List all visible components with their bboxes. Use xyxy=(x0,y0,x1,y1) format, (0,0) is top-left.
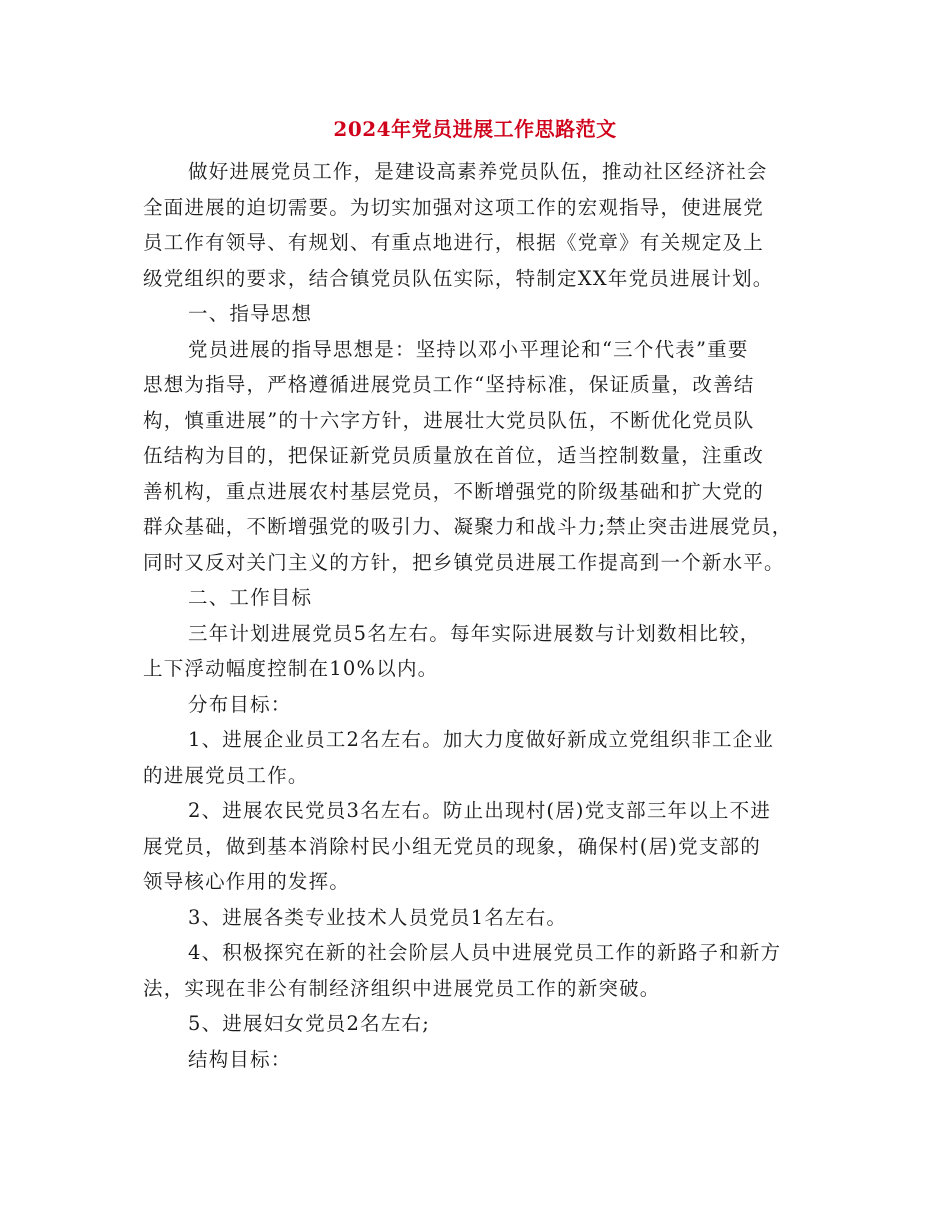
text-line: 4、积极探究在新的社会阶层人员中进展党员工作的新路子和新方 xyxy=(188,941,782,964)
text-line: 法，实现在非公有制经济组织中进展党员工作的新突破。 xyxy=(143,976,661,1000)
document-title: 2024年党员进展工作思路范文 xyxy=(333,117,617,141)
text-line: 2、进展农民党员3名左右。防止出现村(居)党支部三年以上不进 xyxy=(188,799,772,822)
text-line: 领导核心作用的发挥。 xyxy=(143,870,351,893)
text-line: 1、进展企业员工2名左右。加大力度做好新成立党组织非工企业 xyxy=(188,728,775,751)
text-line: 全面进展的迫切需要。为切实加强对这项工作的宏观指导，使进展党 xyxy=(143,195,765,219)
text-line: 员工作有领导、有规划、有重点地进行，根据《党章》有关规定及上 xyxy=(143,231,765,254)
text-line: 分布目标： xyxy=(188,692,292,716)
text-line: 群众基础，不断增强党的吸引力、凝聚力和战斗力;禁止突击进展党员， xyxy=(143,515,793,538)
text-line: 结构目标： xyxy=(188,1047,292,1071)
text-line: 思想为指导，严格遵循进展党员工作“坚持标准，保证质量，改善结 xyxy=(143,373,755,396)
text-line: 5、进展妇女党员2名左右; xyxy=(188,1012,430,1035)
text-line: 同时又反对关门主义的方针，把乡镇党员进展工作提高到一个新水平。 xyxy=(143,550,785,574)
text-line: 伍结构为目的，把保证新党员质量放在首位，适当控制数量，注重改 xyxy=(143,444,765,467)
text-line: 上下浮动幅度控制在10%以内。 xyxy=(143,657,439,680)
text-line: 党员进展的指导思想是：坚持以邓小平理论和“三个代表”重要 xyxy=(188,337,749,361)
text-line: 一、指导思想 xyxy=(188,302,313,325)
text-line: 做好进展党员工作，是建设高素养党员队伍，推动社区经济社会 xyxy=(188,160,768,183)
text-line: 三年计划进展党员5名左右。每年实际进展数与计划数相比较， xyxy=(188,621,761,645)
text-line: 构，慎重进展”的十六字方针，进展壮大党员队伍，不断优化党员队 xyxy=(143,408,755,432)
document-body xyxy=(143,154,815,1077)
text-line: 善机构，重点进展农村基层党员，不断增强党的阶级基础和扩大党的 xyxy=(143,479,765,503)
text-line: 级党组织的要求，结合镇党员队伍实际，特制定XX年党员进展计划。 xyxy=(143,266,774,290)
text-line: 展党员，做到基本消除村民小组无党员的现象，确保村(居)党支部的 xyxy=(143,834,761,858)
text-line: 的进展党员工作。 xyxy=(143,763,309,787)
text-line: 二、工作目标 xyxy=(188,586,313,609)
text-line: 3、进展各类专业技术人员党员1名左右。 xyxy=(188,905,568,929)
